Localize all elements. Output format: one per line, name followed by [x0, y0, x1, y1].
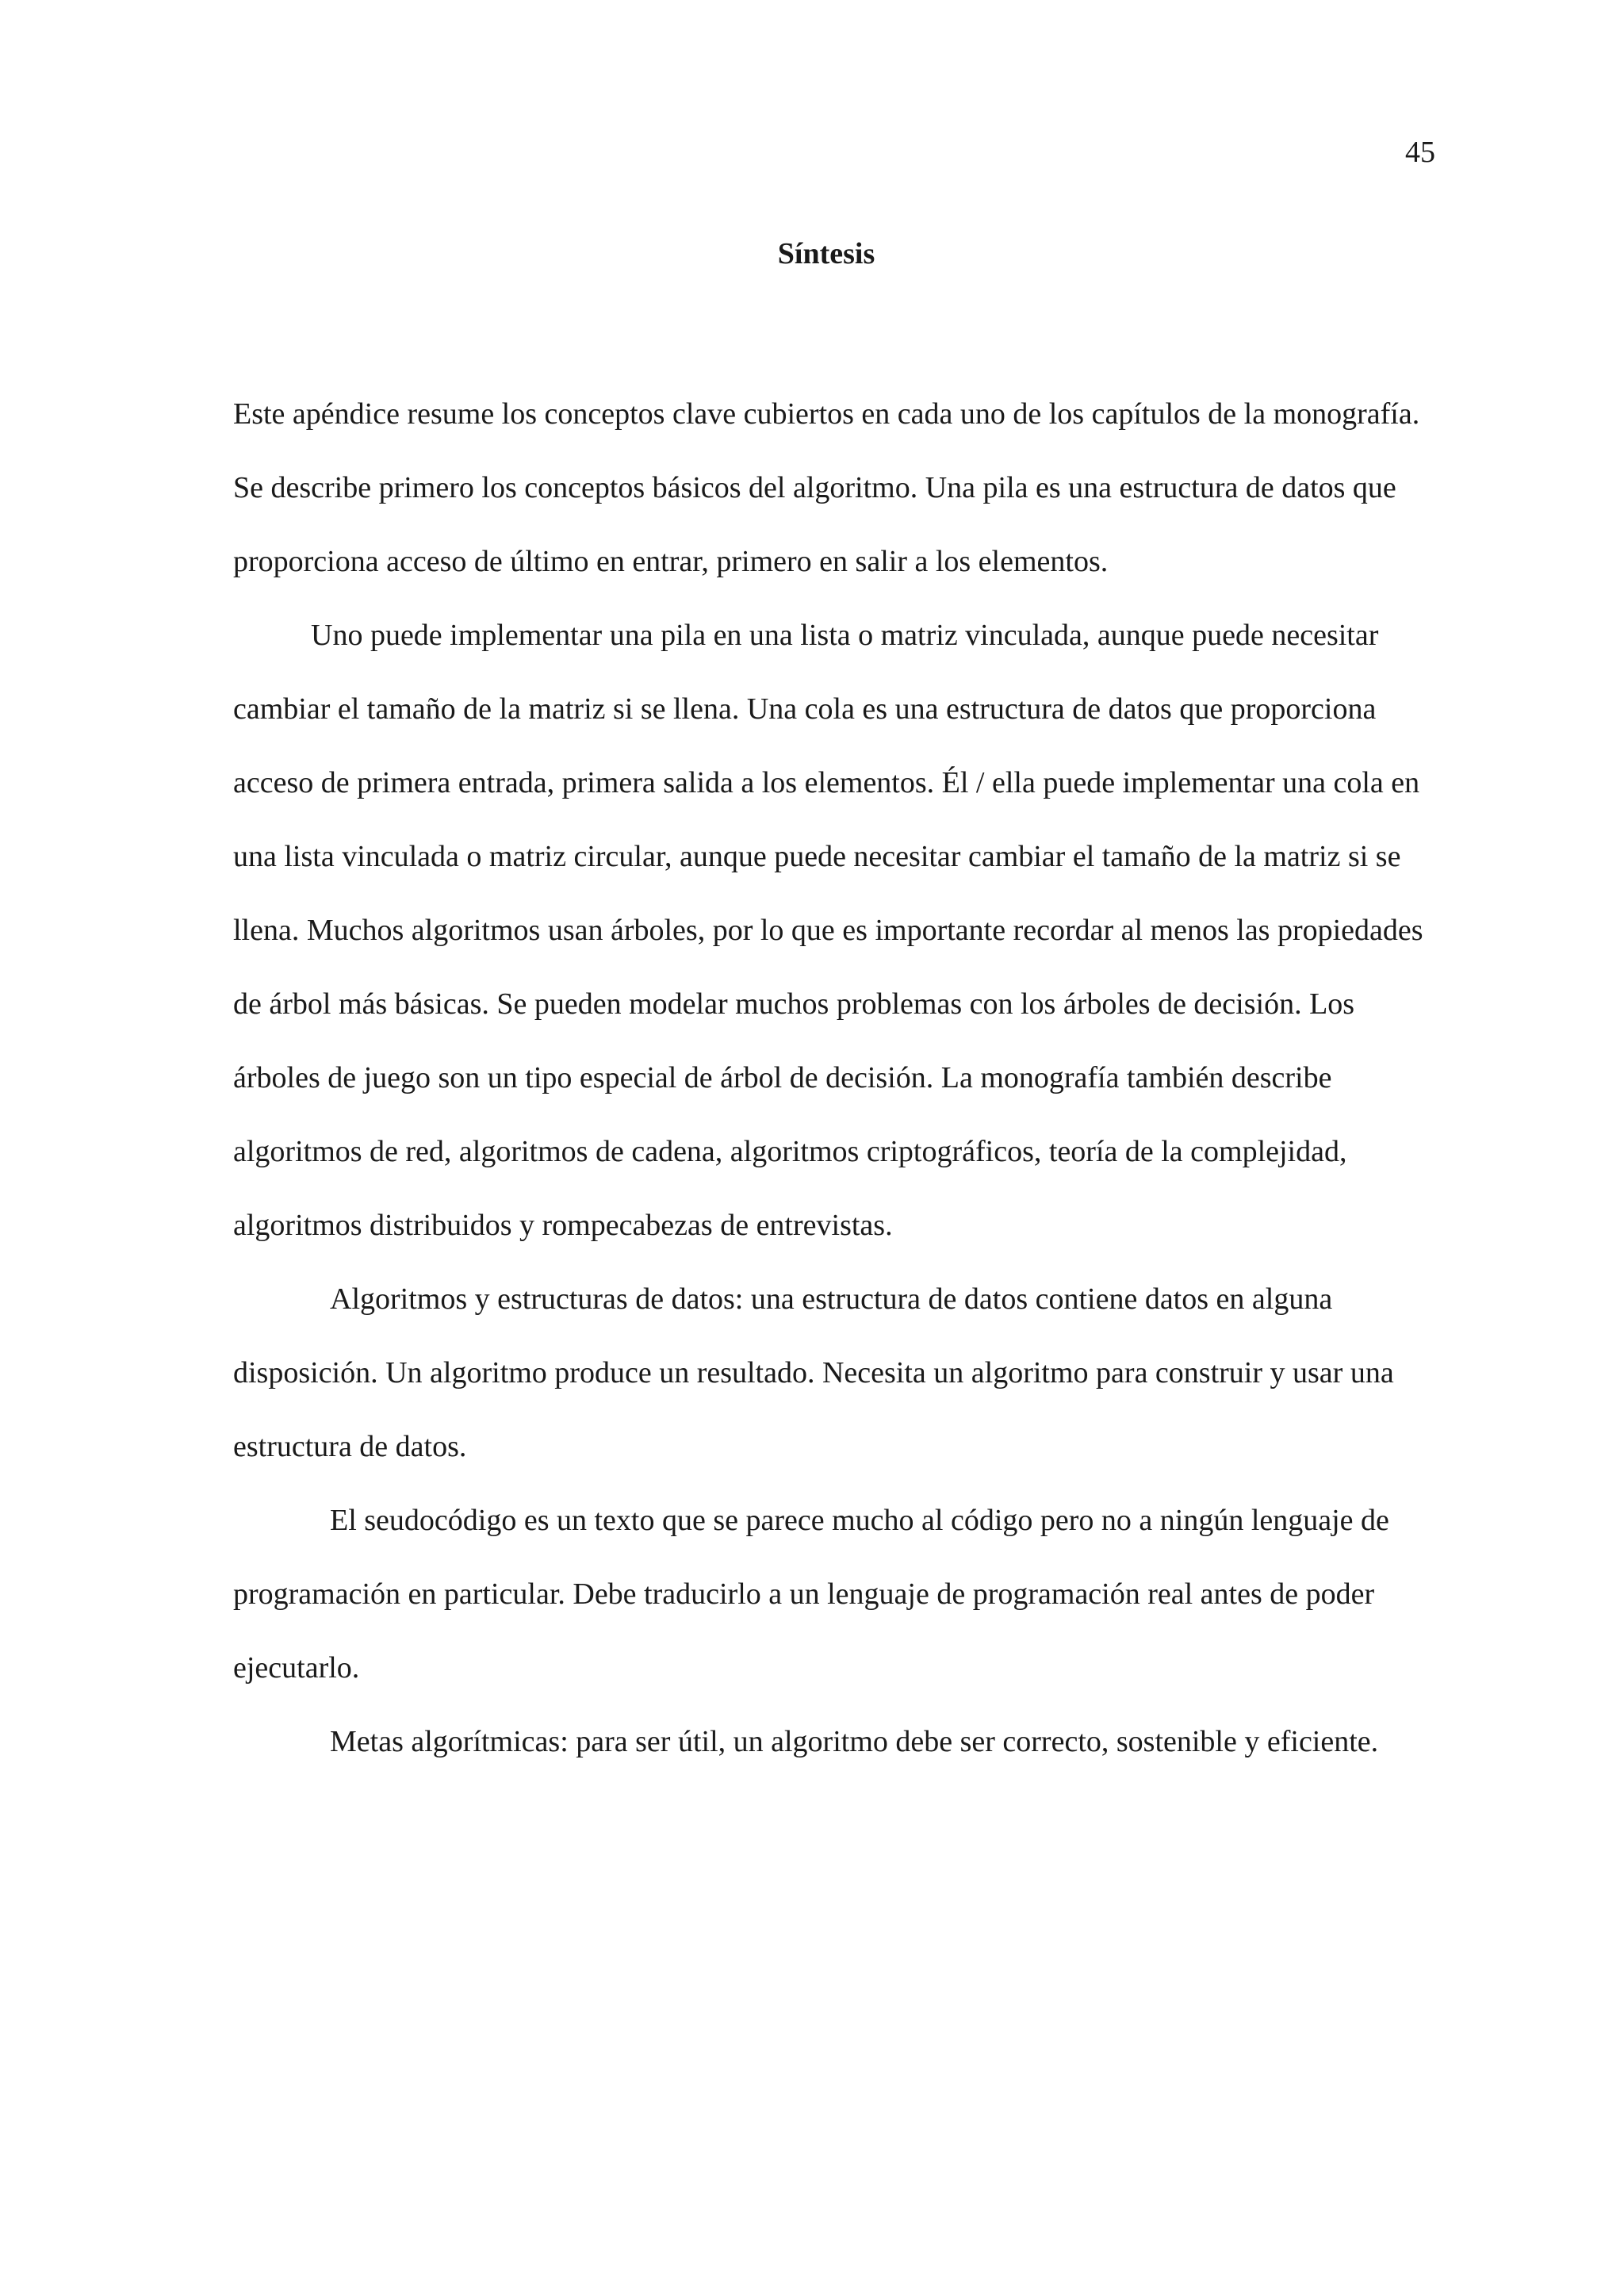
paragraph-pseudocode: El seudocódigo es un texto que se parece mucho al código pero no a ningún lenguaje de programación en particular. Debe traducirlo a un lenguaje de programación real antes de poder ejecutarlo. — [233, 1504, 1389, 1685]
page-number: 45 — [1405, 136, 1435, 169]
paragraph-goals: Metas algorítmicas: para ser útil, un algoritmo debe ser correcto, sostenible y eficiente. — [330, 1725, 1379, 1758]
paragraph-data-structures: Uno puede implementar una pila en una lista o matriz vinculada, aunque puede necesitar cambiar el tamaño de la matriz si se llena. Una cola es una estructura de datos que proporciona acceso de primera entrada, primera salida a los elementos. Él / ella puede implementar una cola en una lista vinculada o matriz circular, aunque puede necesitar cambiar el tamaño de la matriz si se llena. Muchos algoritmos usan árboles, por lo que es importante recordar al menos las propiedades de árbol más básicas. Se pueden modelar muchos problemas con los árboles de decisión. Los árboles de juego son un tipo especial de árbol de decisión. La monografía también describe algoritmos de red, algoritmos de cadena, algoritmos criptográficos, teoría de la complejidad, algoritmos distribuidos y rompecabezas de entrevistas. — [233, 619, 1423, 1242]
page-title: Síntesis — [777, 237, 875, 270]
paragraph-intro: Este apéndice resume los conceptos clave cubiertos en cada uno de los capítulos de la monografía. Se describe primero los conceptos básicos del algoritmo. Una pila es una estructura de datos que proporciona acceso de último en entrar, primero en salir a los elementos. — [233, 397, 1420, 578]
body-text — [233, 378, 1438, 1779]
paragraph-algorithms: Algoritmos y estructuras de datos: una estructura de datos contiene datos en alguna disposición. Un algoritmo produce un resultado. Necesita un algoritmo para construir y usar una estructura de datos. — [233, 1282, 1394, 1463]
